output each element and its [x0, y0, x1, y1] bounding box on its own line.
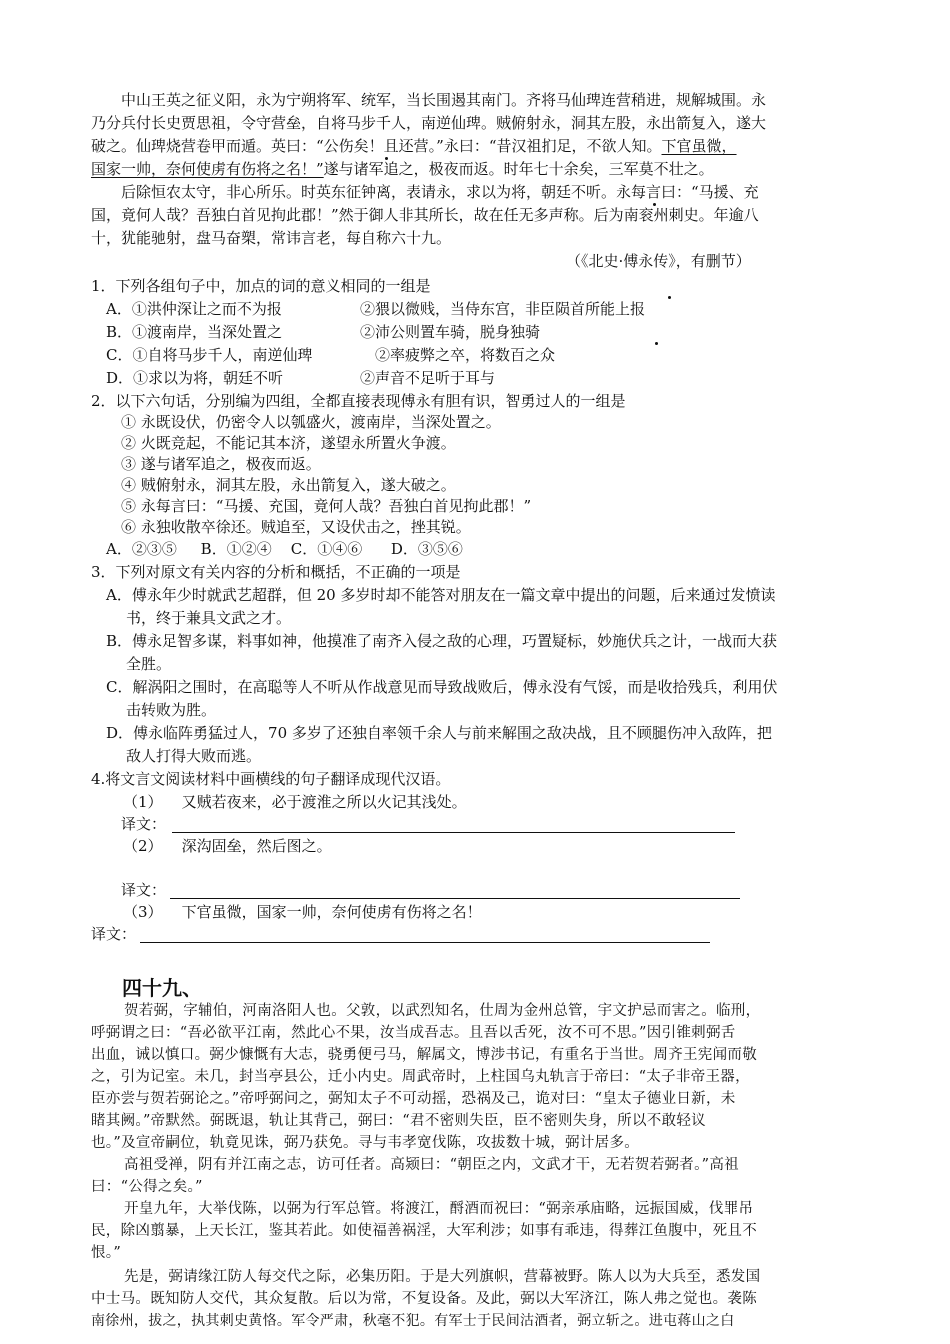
q1-option-b-1: B．①渡南岸，当深处置之	[106, 323, 283, 341]
q1-option-a-2: ②猥以微贱，当侍东宫，非臣陨首所能上报	[360, 300, 646, 318]
q1-option-b-2: ②沛公则置车骑，脱身独骑	[360, 323, 541, 341]
passage1-line-3	[91, 136, 737, 157]
q4-stem: 4.将文言文阅读材料中画横线的句子翻译成现代汉语。	[91, 770, 451, 788]
passage1-line-7: 十，犹能驰射，盘马奋槊，常讳言老，每自称六十九。	[91, 229, 452, 247]
q2-item-5: ⑤ 永每言曰：“马援、充国，竟何人哉？吾独白首见拘此郡！”	[121, 497, 532, 515]
q4-answer-label-1: 译文：	[121, 815, 167, 833]
q3-option-c-1: C．解涡阳之围时，在高聪等人不听从作战意见而导致战败后，傅永没有气馁，而是收拾残兵，利用伏	[106, 678, 778, 696]
section49-line-1: 贺若弼，字辅伯，河南洛阳人也。父敦，以武烈知名，仕周为金州总管，宇文护忌而害之。临刑，	[124, 1003, 761, 1019]
q3-option-a-1: A．傅永年少时就武艺超群，但 20 多岁时却不能答对朋友在一篇文章中提出的问题，后来通过发愤读	[106, 586, 776, 604]
q4-sentence-1: （1） 又贼若夜来，必于渡淮之所以火记其浅处。	[123, 793, 467, 811]
passage1-line-4-rest: 遂与诸军追之，极夜而返。时年七十余矣，三军莫不壮之。	[323, 160, 714, 178]
section49-line-15: 南徐州，拔之，执其刺史黄恪。军令严肃，秋毫不犯。有军士于民间沽酒者，弼立斩之。进屯蒋山之白	[91, 1313, 735, 1329]
q2-stem: 2．以下六句话，分别编为四组，全都直接表现傅永有胆有识，智勇过人的一组是	[91, 392, 626, 410]
q4-sentence-3: （3） 下官虽微，国家一帅，奈何使虏有伤将之名！	[123, 903, 482, 921]
q1-option-c-2: ②率疲弊之卒，将数百之众	[375, 346, 556, 364]
passage1-line-3-text: 破之。仙琕烧营卷甲而遁。英曰：“公伤矣！且还营。”永曰：“昔汉祖扪足，不欲人知。	[91, 137, 662, 155]
section49-line-3: 出血，诫以慎口。弼少慷慨有大志，骁勇便弓马，解属文，博涉书记，有重名于当世。周齐王宪闻而敬	[91, 1047, 757, 1063]
q2-item-1: ① 永既设伏，仍密令人以瓠盛火，渡南岸，当深处置之。	[121, 413, 501, 431]
passage1-line-4	[91, 159, 714, 180]
q4-answer-line-3[interactable]	[140, 942, 710, 943]
underlined-sentence-part1: 下官虽微，	[661, 137, 737, 155]
passage1-line-6: 国，竟何人哉？吾独白首见拘此郡！”然于御人非其所长，故在任无多声称。后为南衮州刺史。年逾八	[91, 206, 759, 224]
passage1-line-2: 乃分兵付长史贾思祖，令守营垒，自将马步千人，南逆仙琕。贼俯射永，洞其左股，永出箭复入，遂大	[91, 114, 767, 132]
q3-option-c-2: 击转败为胜。	[126, 701, 217, 719]
q1-option-d-2: ②声音不足听于耳与	[360, 369, 496, 387]
q4-answer-label-3: 译文：	[91, 925, 137, 943]
q3-option-d-2: 敌人打得大败而逃。	[126, 747, 262, 765]
section49-line-5: 臣亦尝与贺若弼论之。”帝呼弼问之，弼知太子不可动摇，恐祸及己，诡对曰：“皇太子德业日新，未	[91, 1091, 736, 1107]
section49-line-11: 民，除凶翦暴，上天长江，鉴其若此。如使福善祸淫，大军利涉；如事有乖违，得葬江鱼腹中，死且不	[91, 1223, 757, 1239]
q2-item-6: ⑥ 永独收散卒徐还。贼追至，又设伏击之，挫其锐。	[121, 518, 471, 536]
underlined-sentence-part2: 国家一帅，奈何使虏有伤将之名！”	[91, 160, 324, 178]
emphasis-dot	[653, 203, 656, 206]
q1-option-c-1: C．①自将马步千人，南逆仙琕	[106, 346, 313, 364]
passage1-source: （《北史·傅永传》，有删节）	[566, 252, 751, 270]
section49-line-10: 开皇九年，大举伐陈，以弼为行军总管。将渡江，酹酒而祝曰：“弼亲承庙略，远振国威，伐罪吊	[124, 1201, 754, 1217]
q4-answer-line-2[interactable]	[170, 898, 740, 899]
emphasis-dot	[668, 296, 671, 299]
emphasis-dot	[385, 157, 388, 160]
q2-item-3: ③ 遂与诸军追之，极夜而返。	[121, 455, 321, 473]
q3-option-b-2: 全胜。	[126, 655, 172, 673]
q4-sentence-2: （2） 深沟固垒，然后图之。	[123, 837, 332, 855]
q3-option-b-1: B．傅永足智多谋，料事如神，他摸准了南齐入侵之敌的心理，巧置疑标，妙施伏兵之计，一战而大获	[106, 632, 778, 650]
passage1-line-5: 后除恒农太守，非心所乐。时英东征钟离，表请永，求以为将，朝廷不听。永每言曰：“马援、充	[121, 183, 759, 201]
q2-item-4: ④ 贼俯射永，洞其左股，永出箭复入，遂大破之。	[121, 476, 456, 494]
section49-line-14: 中士马。既知防人交代，其众复散。后以为常，不复设备。及此，弼以大军济江，陈人弗之觉也。袭陈	[91, 1291, 757, 1307]
section49-line-6: 睹其阙。”帝默然。弼既退，轨让其背己，弼曰：“君不密则失臣，臣不密则失身，所以不敢轻议	[91, 1113, 706, 1129]
section49-line-4: 之，引为记室。未几，封当亭县公，迁小内史。周武帝时，上柱国乌丸轨言于帝曰：“太子非帝王器，	[91, 1069, 750, 1085]
emphasis-dot	[655, 342, 658, 345]
q3-stem: 3．下列对原文有关内容的分析和概括，不正确的一项是	[91, 563, 461, 581]
q3-option-d-1: D．傅永临阵勇猛过人，70 多岁了还独自率领千余人与前来解围之敌决战，且不顾腿伤冲入敌阵，把	[106, 724, 772, 742]
section49-line-2: 呼弼谓之曰：“吾必欲平江南，然此心不果，汝当成吾志。且吾以舌死，汝不可不思。”因引锥刺弼舌	[91, 1025, 736, 1041]
q1-option-a-1: A．①洪仲深让之而不为报	[106, 300, 282, 318]
q4-answer-line-1[interactable]	[172, 832, 735, 833]
q1-option-d-1: D．①求以为将，朝廷不听	[106, 369, 284, 387]
q1-stem: 1．下列各组句子中，加点的词的意义相同的一组是	[91, 277, 431, 295]
section49-line-9: 曰：“公得之矣。”	[91, 1179, 203, 1195]
section49-line-8: 高祖受禅，阴有并江南之志，访可任者。高颎曰：“朝臣之内，文武才干，无若贺若弼者。”高祖	[124, 1157, 739, 1173]
q2-item-2: ② 火既竞起，不能记其本济，遂望永所置火争渡。	[121, 434, 456, 452]
section49-line-7: 也。”及宣帝嗣位，轨竟见诛，弼乃获免。寻与韦孝宽伐陈，攻拔数十城，弼计居多。	[91, 1135, 640, 1151]
passage1-line-1: 中山王英之征义阳，永为宁朔将军、统军，当长围遏其南门。齐将马仙琕连营稍进，规解城围。永	[121, 91, 767, 109]
q2-options: A．②③⑤ B．①②④ C．①④⑥ D．③⑤⑥	[106, 540, 463, 558]
section49-line-13: 先是，弼请缘江防人每交代之际，必集历阳。于是大列旗帜，营幕被野。陈人以为大兵至，悉发国	[124, 1269, 761, 1285]
q3-option-a-2: 书，终于兼具文武之才。	[126, 609, 292, 627]
section-heading: 四十九、	[122, 976, 202, 1000]
section49-line-12: 恨。”	[91, 1245, 122, 1261]
q4-answer-label-2: 译文：	[121, 881, 167, 899]
